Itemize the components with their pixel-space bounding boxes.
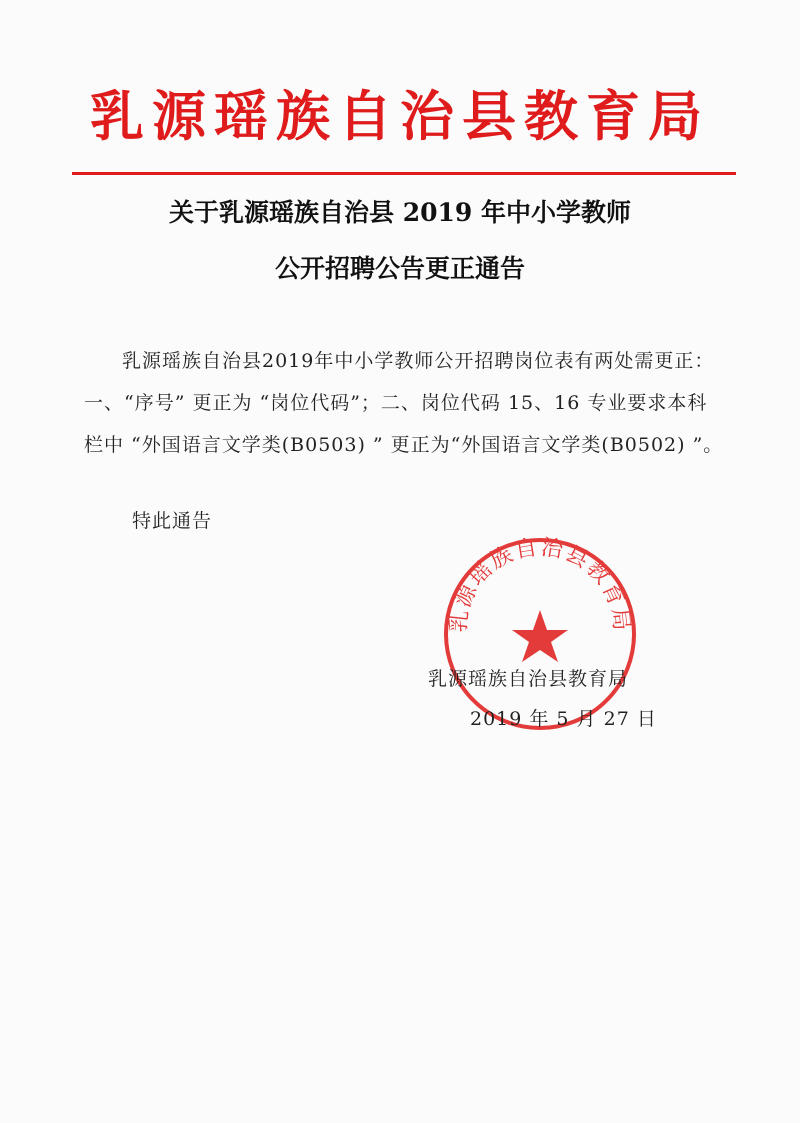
notice-body <box>84 340 724 466</box>
letterhead-divider <box>72 172 736 175</box>
seal-text: 乳源瑶族自治县教育局 <box>446 535 634 634</box>
star-icon <box>512 610 568 662</box>
notice-title-line-2: 公开招聘公告更正通告 <box>274 254 525 283</box>
signature-date: 2019 年 5 月 27 日 <box>470 708 657 730</box>
notice-title-line-1: 关于乳源瑶族自治县 2019 年中小学教师 <box>169 198 631 227</box>
signature-org: 乳源瑶族自治县教育局 <box>428 668 629 690</box>
letterhead-title: 乳源瑶族自治县教育局 <box>90 84 710 148</box>
notice-paragraph: 乳源瑶族自治县2019年中小学教师公开招聘岗位表有两处需更正：一、“序号” 更正为 “岗位代码”；二、岗位代码 15、16 专业要求本科栏中 “外国语言文学类(B0503) ” 更正为“外国语言文学类(B0502) ”。 <box>84 350 724 456</box>
closing-line: 特此通告 <box>132 510 213 532</box>
